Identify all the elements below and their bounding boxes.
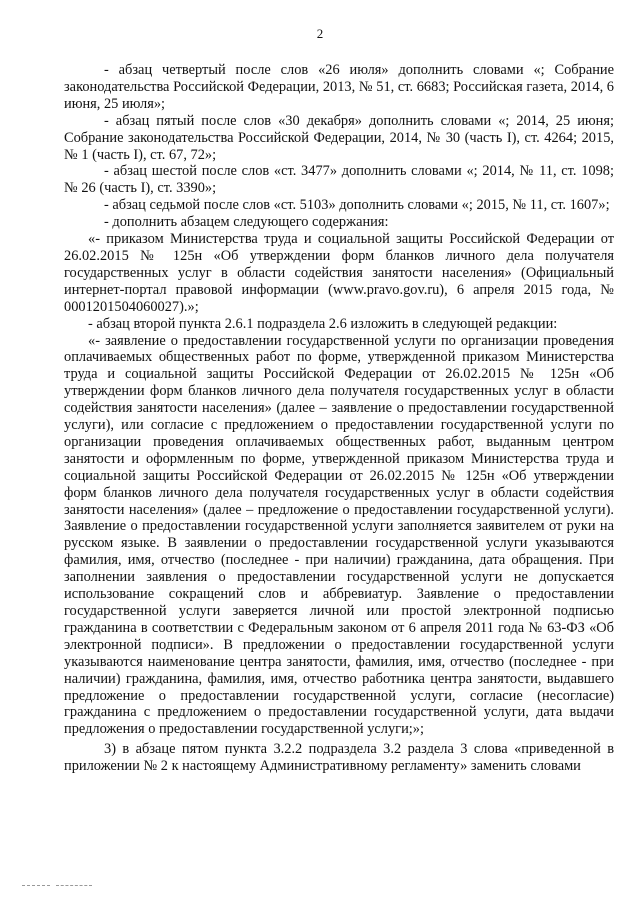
paragraph-abzac-6: - абзац шестой после слов «ст. 3477» дополнить словами «; 2014, № 11, ст. 1098; № 26 (часть I), ст. 3390»; — [64, 163, 614, 197]
footer-mark-left — [22, 885, 50, 886]
document-body — [64, 62, 614, 775]
paragraph-application-text: «- заявление о предоставлении государственной услуги по организации проведения оплачиваемых общественных работ по форме, утвержденной приказом Министерства труда и социальной защиты Российской Федерации от 26.02.2015 № 125н «Об утверждении форм бланков личного дела получателя государственных услуг в области содействия занятости населения» (далее – заявление о предоставлении государственной услуги), или согласие с предложением о предоставлении государственной услуги по организации проведения оплачиваемых общественных работ, выданным центром занятости и оформленным по форме, утвержденной приказом Министерства труда и социальной защиты Российской Федерации от 26.02.2015 № 125н «Об утверждении форм бланков личного дела получателя государственных услуг в области содействия занятости населения» (далее – предложение о предоставлении государственной услуги). Заявление о предоставлении государственной услуги заполняется заявителем от руки на русском языке. В заявлении о предоставлении государственной услуги указываются фамилия, имя, отчество (последнее - при наличии) гражданина, дата обращения. При заполнении заявления о предоставлении государственной услуги не допускается использование сокращений слов и аббревиатур. Заявление о предоставлении государственной услуги заверяется личной или простой электронной подписью гражданина в соответствии с Федеральным законом от 6 апреля 2011 года № 63-ФЗ «Об электронной подписи». В предложении о предоставлении государственной услуги указываются наименование центра занятости, фамилия, имя, отчество (последнее - при наличии) гражданина, фамилия, имя, отчество работника центра занятости, выдавшего предложение о предоставлении государственной услуги, согласие (несогласие) гражданина с предложением о предоставлении государственной услуги, дата выдачи предложения о предоставлении государственной услуги;»; — [64, 332, 614, 738]
paragraph-order-quote: «- приказом Министерства труда и социальной защиты Российской Федерации от 26.02.2015 № 125н «Об утверждении форм бланков личного дела получателя государственных услуг в области содействия занятости населения» (Официальный интернет-портал правовой информации (www.pravo.gov.ru), 6 апреля 2015 года, № 0001201504060027).»; — [64, 231, 614, 315]
footer-mark-right — [56, 885, 92, 886]
page-number: 2 — [316, 26, 324, 41]
paragraph-abzac-4: - абзац четвертый после слов «26 июля» дополнить словами «; Собрание законодательства Российской Федерации, 2013, № 51, ст. 6683; Российская газета, 2014, 6 июня, 25 июля»; — [64, 62, 614, 112]
paragraph-abzac-5: - абзац пятый после слов «30 декабря» дополнить словами «; 2014, 25 июня; Собрание законодательства Российской Федерации, 2014, № 30 (часть I), ст. 4264; 2015, № 1 (часть I), ст. 67, 72»; — [64, 112, 614, 163]
paragraph-item-3: 3) в абзаце пятом пункта 3.2.2 подраздела 3.2 раздела 3 слова «приведенной в приложении № 2 к настоящему Административному регламенту» заменить словами — [64, 741, 614, 775]
paragraph-add-abzac: - дополнить абзацем следующего содержания: — [104, 214, 389, 231]
paragraph-section-2-6-1: - абзац второй пункта 2.6.1 подраздела 2.6 изложить в следующей редакции: — [88, 315, 558, 332]
paragraph-abzac-7: - абзац седьмой после слов «ст. 5103» дополнить словами «; 2015, № 11, ст. 1607»; — [104, 197, 610, 214]
